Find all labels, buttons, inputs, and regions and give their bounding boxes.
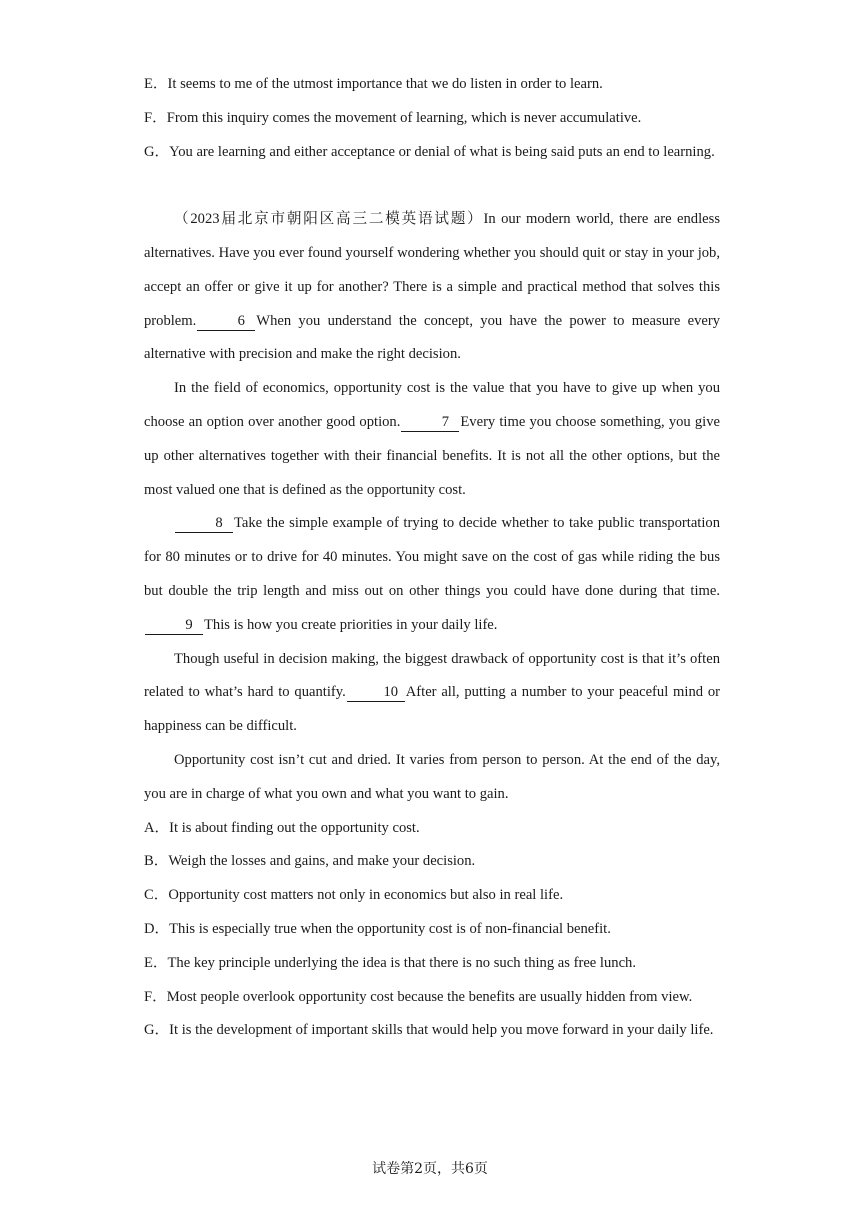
- paragraph-text: In our modern world, there are endless alternatives. Have you ever found yourself wondering whether you should quit or stay in your job, accept an offer or give it up for another? There is a simple and practical method that solves this problem.: [144, 211, 720, 329]
- passage-paragraph-3: [144, 507, 720, 642]
- option-e: E．The key principle underlying the idea is that there is no such thing as free lunch.: [144, 954, 636, 971]
- answer-blank-7[interactable]: 7: [401, 413, 459, 432]
- answer-blank-9[interactable]: 9: [145, 616, 203, 635]
- option-f: F．Most people overlook opportunity cost because the benefits are usually hidden from view.: [144, 988, 693, 1005]
- page-footer: 试卷第2页，共6页: [372, 1161, 488, 1177]
- paragraph-text: This is how you create priorities in your daily life.: [204, 616, 498, 633]
- paragraph-text: In the field of economics, opportunity cost is the value that you have to give up when you choose an option over another good option.: [144, 380, 720, 430]
- question-source: （2023届北京市朝阳区高三二模英语试题）: [174, 211, 484, 228]
- option-b: B．Weigh the losses and gains, and make your decision.: [144, 853, 476, 870]
- answer-blank-6[interactable]: 6: [197, 312, 255, 331]
- prev-option-e: E．It seems to me of the utmost importance that we do listen in order to learn.: [144, 76, 603, 92]
- passage-paragraph-4: [144, 643, 720, 744]
- answer-blank-8[interactable]: 8: [175, 514, 233, 533]
- option-c: C．Opportunity cost matters not only in economics but also in real life.: [144, 887, 564, 904]
- paragraph-text: Though useful in decision making, the biggest drawback of opportunity cost is that it’s often related to what’s hard to quantify.: [144, 650, 720, 701]
- paragraph-text: When you understand the concept, you have the power to measure every alternative with precision and make the right decision.: [144, 312, 720, 363]
- passage-paragraph-5: Opportunity cost isn’t cut and dried. It varies from person to person. At the end of the day, you are in charge of what you own and what you want to gain.: [144, 751, 720, 802]
- prev-option-g: G．You are learning and either acceptance or denial of what is being said puts an end to learning.: [144, 143, 715, 160]
- passage-paragraph-2: [144, 372, 720, 507]
- paragraph-text: Every time you choose something, you give up other alternatives together with their financial benefits. It is not all the other options, but the most valued one that is defined as the opportunity cost.: [144, 413, 720, 498]
- paragraph-text: After all, putting a number to your peaceful mind or happiness can be difficult.: [144, 684, 721, 735]
- answer-blank-10[interactable]: 10: [347, 683, 405, 702]
- passage-paragraph-1: [144, 203, 720, 372]
- option-d: D．This is especially true when the opportunity cost is of non-financial benefit.: [144, 920, 611, 937]
- prev-option-f: F．From this inquiry comes the movement of learning, which is never accumulative.: [144, 109, 642, 126]
- option-g: G．It is the development of important skills that would help you move forward in your daily life.: [144, 1022, 714, 1039]
- paragraph-text: Take the simple example of trying to decide whether to take public transportation for 80 minutes or to drive for 40 minutes. You might save on the cost of gas while riding the bus but double the trip length and miss out on other things you could have done during that time.: [144, 515, 720, 599]
- section-gap: [144, 169, 720, 203]
- page-content: [144, 68, 720, 1048]
- option-a: A．It is about finding out the opportunity cost.: [144, 819, 420, 836]
